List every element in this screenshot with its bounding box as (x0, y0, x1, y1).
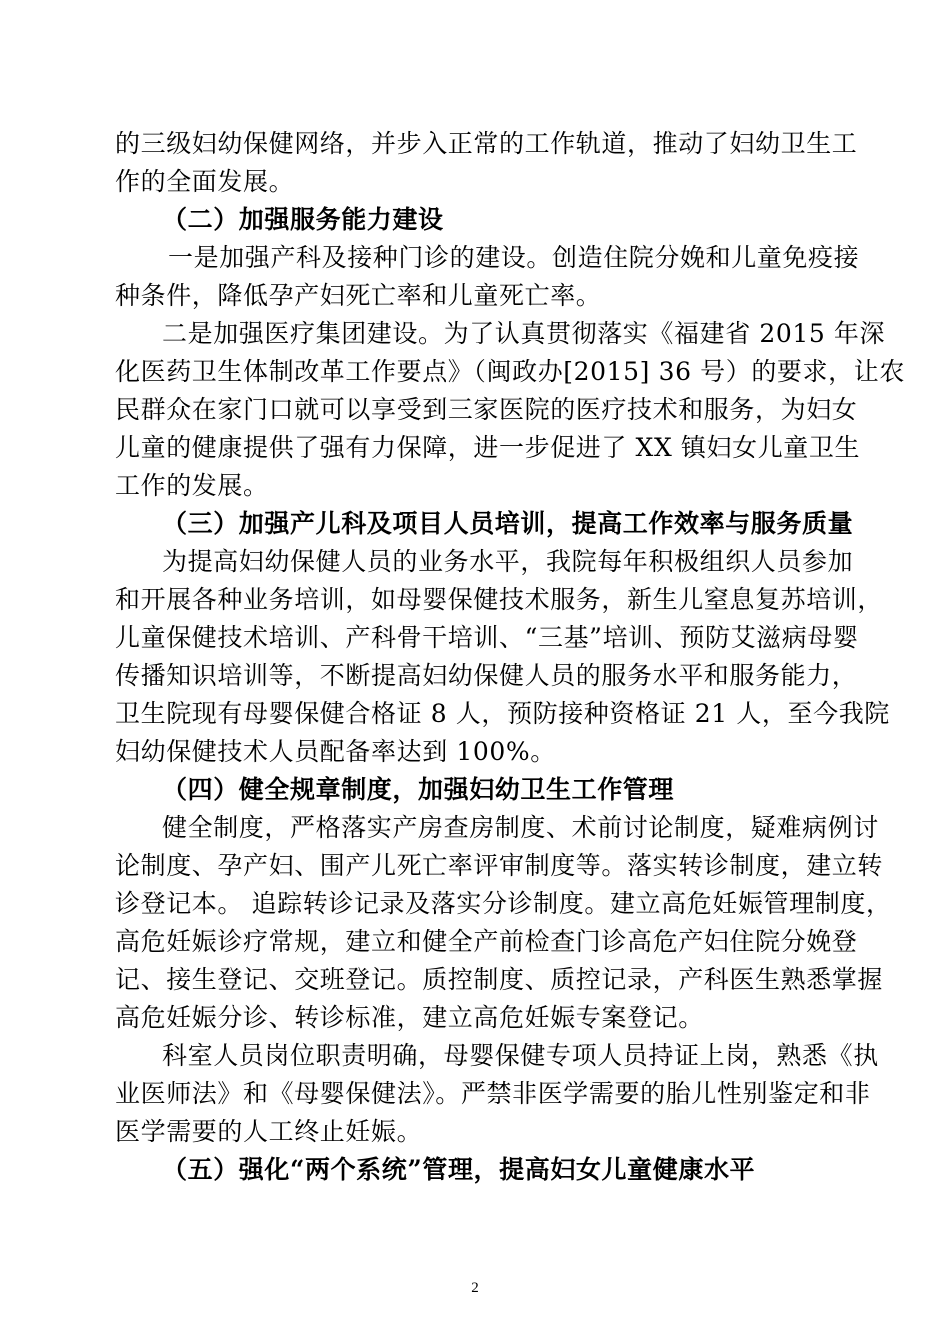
paragraph-line: 的三级妇幼保健网络，并步入正常的工作轨道，推动了妇幼卫生工 (115, 129, 858, 158)
section-heading: （三）加强产儿科及项目人员培训，提高工作效率与服务质量 (162, 509, 854, 538)
page-number: 2 (471, 1280, 479, 1296)
paragraph-line: 妇幼保健技术人员配备率达到 100%。 (115, 737, 556, 766)
paragraph-line: 医学需要的人工终止妊娠。 (115, 1117, 423, 1146)
paragraph-line: 儿童保健技术培训、产科骨干培训、“三基”培训、预防艾滋病母婴 (115, 623, 859, 652)
paragraph-line: 儿童的健康提供了强有力保障，进一步促进了 XX 镇妇女儿童卫生 (115, 433, 861, 462)
paragraph-line: 业医师法》和《母婴保健法》。严禁非医学需要的胎儿性别鉴定和非 (115, 1079, 871, 1108)
paragraph-line: 卫生院现有母婴保健合格证 8 人，预防接种资格证 21 人，至今我院 (115, 699, 890, 728)
paragraph-line: 高危妊娠分诊、转诊标准，建立高危妊娠专案登记。 (115, 1003, 704, 1032)
paragraph-line: 记、接生登记、交班登记。质控制度、质控记录，产科医生熟悉掌握 (115, 965, 884, 994)
paragraph-line: 民群众在家门口就可以享受到三家医院的医疗技术和服务，为妇女 (115, 395, 858, 424)
section-heading: （五）强化“两个系统”管理，提高妇女儿童健康水平 (162, 1155, 756, 1184)
paragraph-line: 诊登记本。 追踪转诊记录及落实分诊制度。建立高危妊娠管理制度， (115, 889, 892, 918)
paragraph-line: 健全制度，严格落实产房查房制度、术前讨论制度，疑难病例讨 (162, 813, 879, 842)
paragraph-line: 传播知识培训等，不断提高妇幼保健人员的服务水平和服务能力， (115, 661, 858, 690)
paragraph-line: 二是加强医疗集团建设。为了认真贯彻落实《福建省 2015 年深 (162, 319, 886, 348)
paragraph-line: 工作的发展。 (115, 471, 269, 500)
paragraph-line: 论制度、孕产妇、围产儿死亡率评审制度等。落实转诊制度，建立转 (115, 851, 884, 880)
paragraph-line: 化医药卫生体制改革工作要点》（闽政办[2015] 36 号）的要求，让农 (115, 357, 905, 386)
paragraph-line: 科室人员岗位职责明确，母婴保健专项人员持证上岗，熟悉《执 (162, 1041, 879, 1070)
paragraph-line: 高危妊娠诊疗常规，建立和健全产前检查门诊高危产妇住院分娩登 (115, 927, 858, 956)
paragraph-line: 作的全面发展。 (115, 167, 295, 196)
paragraph-line: 种条件，降低孕产妇死亡率和儿童死亡率。 (115, 281, 602, 310)
paragraph-line: 和开展各种业务培训，如母婴保健技术服务，新生儿窒息复苏培训， (115, 585, 884, 614)
section-heading: （二）加强服务能力建设 (162, 205, 444, 234)
paragraph-line: 为提高妇幼保健人员的业务水平，我院每年积极组织人员参加 (162, 547, 854, 576)
paragraph-line: 一是加强产科及接种门诊的建设。创造住院分娩和儿童免疫接 (168, 243, 860, 272)
section-heading: （四）健全规章制度，加强妇幼卫生工作管理 (162, 775, 675, 804)
